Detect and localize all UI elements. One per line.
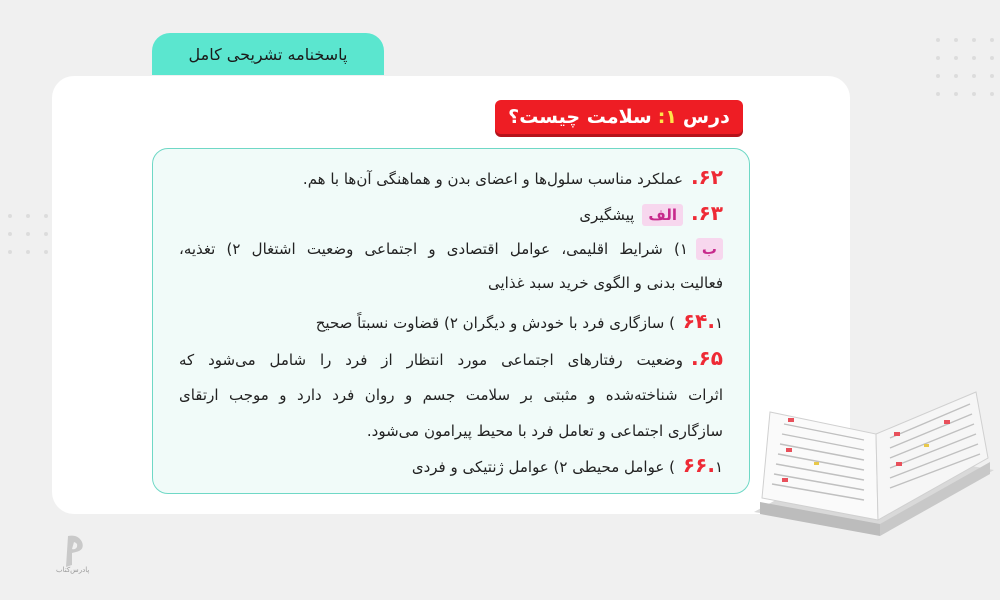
question-number: ۶۶.	[682, 453, 715, 477]
answer-63-part-b-cont	[179, 269, 723, 297]
answer-62	[179, 163, 723, 191]
question-number: ۶۳.	[690, 201, 723, 225]
decorative-dot-grid	[936, 38, 994, 96]
answer-text: پیشگیری	[579, 206, 635, 224]
option-label-alef: الف	[642, 204, 683, 226]
publisher-logo-text: پادرس‌کتاب	[56, 566, 90, 574]
question-number: ۶۲.	[690, 165, 723, 189]
answer-text: ۱) سازگاری فرد با خودش و دیگران ۲) قضاوت نسبتاً صحیح	[315, 314, 723, 332]
answer-key-title: پاسخنامه تشریحی کامل	[188, 44, 348, 64]
answer-66	[179, 451, 723, 479]
answer-text: ۱) شرایط اقلیمی، عوامل اقتصادی و اجتماعی وضعیت اشتغال ۲) تغذیه،	[179, 240, 688, 258]
question-number: ۶۵.	[690, 346, 723, 370]
answer-64	[179, 307, 723, 335]
answer-text: ۱) عوامل محیطی ۲) عوامل ژنتیکی و فردی	[411, 458, 723, 476]
answer-key-tab	[152, 33, 384, 75]
answer-65-cont-1	[179, 381, 723, 409]
answer-65	[179, 344, 723, 372]
answer-65-cont-2	[179, 417, 723, 445]
answer-text: فعالیت بدنی و الگوی خرید سبد غذایی	[487, 274, 723, 292]
option-label-be: ب	[696, 238, 723, 260]
lesson-number: ۱:	[657, 106, 677, 128]
answer-text: سازگاری اجتماعی و تعامل فرد با محیط پیرامون می‌شود.	[366, 422, 723, 440]
open-book-illustration	[744, 384, 1000, 560]
decorative-dot-grid-left	[8, 214, 48, 254]
answer-text: وضعیت رفتارهای اجتماعی مورد انتظار از فرد را شامل می‌شود که	[179, 351, 683, 369]
lesson-title-badge	[495, 100, 743, 134]
answer-63	[179, 199, 723, 227]
answer-text: اثرات شناخته‌شده و مثبتی بر سلامت جسم و روان فرد دارد و موجب ارتقای	[179, 386, 723, 404]
answer-text: عملکرد مناسب سلول‌ها و اعضای بدن و هماهنگی آن‌ها با هم.	[302, 170, 683, 188]
question-number: ۶۴.	[682, 309, 715, 333]
lesson-title: سلامت چیست؟	[508, 106, 652, 128]
answer-63-part-b	[179, 235, 723, 263]
lesson-prefix: درس	[682, 106, 730, 128]
answers-box	[152, 148, 750, 494]
